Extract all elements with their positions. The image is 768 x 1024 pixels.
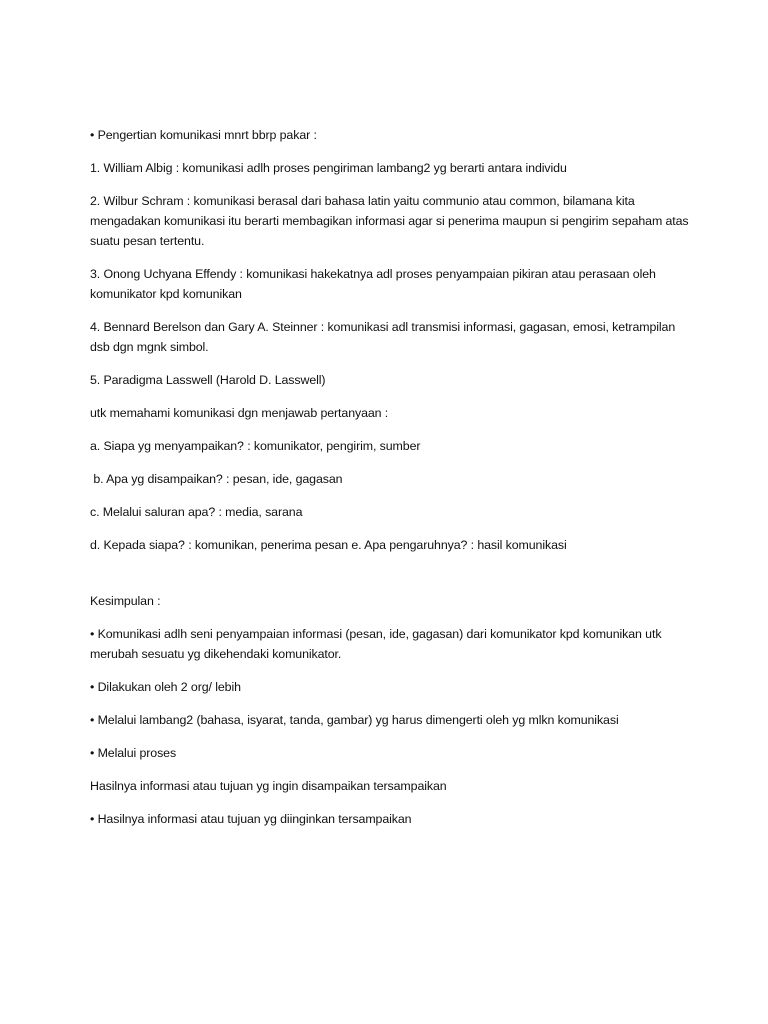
lasswell-item-b: b. Apa yg disampaikan? : pesan, ide, gagasan — [90, 472, 343, 486]
lasswell-item-d-e: d. Kepada siapa? : komunikan, penerima pesan e. Apa pengaruhnya? : hasil komunikasi — [90, 538, 567, 552]
conclusion-item-5: • Hasilnya informasi atau tujuan yg diinginkan tersampaikan — [90, 812, 412, 826]
lasswell-intro: utk memahami komunikasi dgn menjawab pertanyaan : — [90, 406, 389, 420]
conclusion-item-1: • Komunikasi adlh seni penyampaian informasi (pesan, ide, gagasan) dari komunikator kpd komunikan utk merubah sesuatu yg dikehendaki komunikator. — [90, 627, 662, 661]
conclusion-item-3: • Melalui lambang2 (bahasa, isyarat, tanda, gambar) yg harus dimengerti oleh yg mlkn komunikasi — [90, 713, 619, 727]
definition-lasswell: 5. Paradigma Lasswell (Harold D. Lasswell) — [90, 373, 326, 387]
document-body — [90, 125, 690, 842]
definition-effendy: 3. Onong Uchyana Effendy : komunikasi hakekatnya adl proses penyampaian pikiran atau perasaan oleh komunikator kpd komunikan — [90, 267, 656, 301]
conclusion-item-4: • Melalui proses — [90, 746, 177, 760]
conclusion-heading: Kesimpulan : — [90, 594, 161, 608]
lasswell-item-c: c. Melalui saluran apa? : media, sarana — [90, 505, 303, 519]
heading-definition: • Pengertian komunikasi mnrt bbrp pakar : — [90, 128, 317, 142]
definition-schram: 2. Wilbur Schram : komunikasi berasal dari bahasa latin yaitu communio atau common, bilamana kita mengadakan komunikasi itu berarti membagikan informasi agar si penerima maupun si pengirim sepaham atas suatu pesan tertentu. — [90, 194, 689, 248]
definition-albig: 1. William Albig : komunikasi adlh proses pengiriman lambang2 yg berarti antara individu — [90, 161, 567, 175]
definition-berelson: 4. Bennard Berelson dan Gary A. Steinner : komunikasi adl transmisi informasi, gagasan, emosi, ketrampilan dsb dgn mgnk simbol. — [90, 320, 676, 354]
conclusion-item-2: • Dilakukan oleh 2 org/ lebih — [90, 680, 241, 694]
section-spacer — [90, 568, 690, 591]
lasswell-item-a: a. Siapa yg menyampaikan? : komunikator, pengirim, sumber — [90, 439, 421, 453]
conclusion-note: Hasilnya informasi atau tujuan yg ingin disampaikan tersampaikan — [90, 779, 447, 793]
